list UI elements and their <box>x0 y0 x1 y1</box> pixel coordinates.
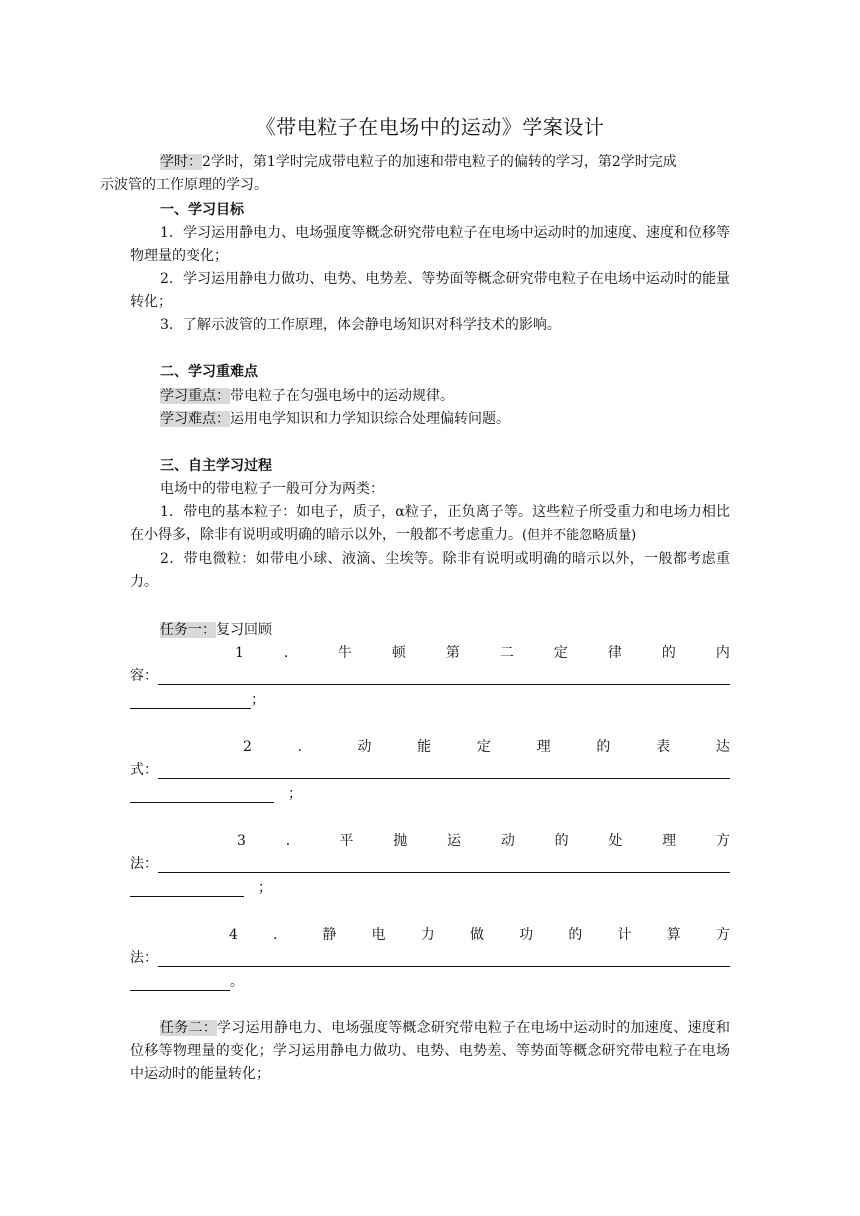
q1-char: 1 <box>235 645 244 661</box>
task1-text: 复习回顾 <box>216 622 272 638</box>
q3-blank[interactable] <box>158 855 730 873</box>
q4-char: 4 <box>229 927 238 943</box>
task1-heading <box>130 619 730 642</box>
question3-answer-line2[interactable] <box>130 877 272 900</box>
q1-char: 内 <box>715 645 730 661</box>
q4-char: 方 <box>715 927 730 943</box>
task2-text: 学习运用静电力、电场强度等概念研究带电粒子在电场中运动时的加速度、速度和位移等物理量的变化；学习运用静电力做功、电势、电势差、等势面等概念研究带电粒子在电场中运动时的能量转化； <box>130 1020 731 1082</box>
question2-answer-line2[interactable] <box>130 783 302 806</box>
particle-type-1-text: 1．带电的基本粒子：如电子，质子，α粒子，正负离子等。这些粒子所受重力和电场力相比在小得多，除非有说明或明确的暗示以外，一般都不考虑重力。 <box>130 504 730 543</box>
q1-char: 顿 <box>391 645 406 661</box>
document-title: 《带电粒子在电场中的运动》学案设计 <box>255 115 605 139</box>
key-point-label: 学习重点： <box>160 388 230 404</box>
q1-char: 律 <box>607 645 622 661</box>
q4-char: 的 <box>568 927 583 943</box>
q4-char: 算 <box>666 927 681 943</box>
q1-blank-2[interactable] <box>130 691 251 709</box>
hours-text-line1: 2学时，第1学时完成带电粒子的加速和带电粒子的偏转的学习，第2学时完成 <box>202 154 677 170</box>
particle-type-2: 2．带电微粒：如带电小球、液滴、尘埃等。除非有说明或明确的暗示以外，一般都考虑重力。 <box>130 551 730 590</box>
q4-char: 功 <box>519 927 534 943</box>
q2-end: ； <box>288 786 302 802</box>
q2-char: 理 <box>536 739 551 755</box>
q1-char: 牛 <box>337 645 352 661</box>
q1-char: 的 <box>661 645 676 661</box>
question4-answer-line2[interactable] <box>130 971 244 994</box>
q4-char: 力 <box>420 927 435 943</box>
hours-text-line2: 示波管的工作原理的学习。 <box>100 177 268 193</box>
section1-heading: 一、学习目标 <box>160 202 244 218</box>
q1-char: 第 <box>445 645 460 661</box>
question4-answer-line[interactable] <box>130 947 730 970</box>
difficult-point-label: 学习难点： <box>160 411 230 427</box>
q4-tail: 法： <box>130 950 158 966</box>
q3-char: ． <box>285 833 300 849</box>
q3-char: 方 <box>715 833 730 849</box>
q4-char: 做 <box>469 927 484 943</box>
q1-char: 二 <box>499 645 514 661</box>
task1-label: 任务一： <box>160 622 216 638</box>
q4-blank-2[interactable] <box>130 973 230 991</box>
question1-spread <box>130 642 730 665</box>
q2-tail: 式： <box>130 762 158 778</box>
question3-spread <box>130 830 730 853</box>
section3-heading: 三、自主学习过程 <box>160 458 272 474</box>
q4-blank[interactable] <box>158 949 730 967</box>
objective-3: 3．了解示波管的工作原理，体会静电场知识对科学技术的影响。 <box>160 317 561 333</box>
key-point <box>130 385 730 408</box>
q1-char: 定 <box>553 645 568 661</box>
q2-char: 能 <box>417 739 432 755</box>
section3-intro: 电场中的带电粒子一般可分为两类： <box>160 481 384 497</box>
q4-char: 计 <box>617 927 632 943</box>
q4-end: 。 <box>230 974 244 990</box>
question2-spread <box>130 736 730 759</box>
objective-1: 1．学习运用静电力、电场强度等概念研究带电粒子在电场中运动时的加速度、速度和位移等物理量的变化； <box>130 225 730 264</box>
task2-label: 任务二： <box>160 1020 218 1036</box>
difficult-point-text: 运用电学知识和力学知识综合处理偏转问题。 <box>230 411 510 427</box>
section2-heading: 二、学习重难点 <box>160 364 258 380</box>
q3-char: 动 <box>500 833 515 849</box>
q1-end: ； <box>251 692 265 708</box>
q3-char: 运 <box>447 833 462 849</box>
q3-char: 抛 <box>393 833 408 849</box>
objective-2: 2．学习运用静电力做功、电势、电势差、等势面等概念研究带电粒子在电场中运动时的能量转化； <box>130 271 730 310</box>
q2-char: 达 <box>715 739 730 755</box>
hours-label: 学时： <box>160 154 202 170</box>
q2-blank-2[interactable] <box>130 785 274 803</box>
q3-tail: 法： <box>130 856 158 872</box>
q3-end: ； <box>258 880 272 896</box>
question4-spread <box>130 924 730 947</box>
difficult-point <box>130 408 730 431</box>
q1-blank[interactable] <box>158 667 730 685</box>
question2-answer-line[interactable] <box>130 759 730 782</box>
particle-type-1-note: (但并不能忽略质量) <box>522 528 637 543</box>
q2-char: 表 <box>656 739 671 755</box>
q4-char: 电 <box>371 927 386 943</box>
q4-char: 静 <box>322 927 337 943</box>
particle-type-1 <box>130 501 730 547</box>
question1-answer-line[interactable] <box>130 665 730 688</box>
q3-char: 3 <box>237 833 246 849</box>
q3-blank-2[interactable] <box>130 879 244 897</box>
q2-char: 的 <box>596 739 611 755</box>
q2-char: ． <box>297 739 312 755</box>
q1-tail: 容： <box>130 668 158 684</box>
q2-char: 2 <box>243 739 252 755</box>
question1-answer-line2[interactable] <box>130 689 265 712</box>
q2-char: 定 <box>476 739 491 755</box>
q3-char: 理 <box>662 833 677 849</box>
q3-char: 的 <box>554 833 569 849</box>
q2-char: 动 <box>357 739 372 755</box>
q3-char: 平 <box>339 833 354 849</box>
question3-answer-line[interactable] <box>130 853 730 876</box>
q4-char: ． <box>273 927 288 943</box>
hours-paragraph <box>100 151 730 197</box>
q2-blank[interactable] <box>158 761 730 779</box>
q1-char: ． <box>283 645 298 661</box>
key-point-text: 带电粒子在匀强电场中的运动规律。 <box>230 388 454 404</box>
task2-paragraph <box>130 1017 730 1086</box>
q3-char: 处 <box>608 833 623 849</box>
